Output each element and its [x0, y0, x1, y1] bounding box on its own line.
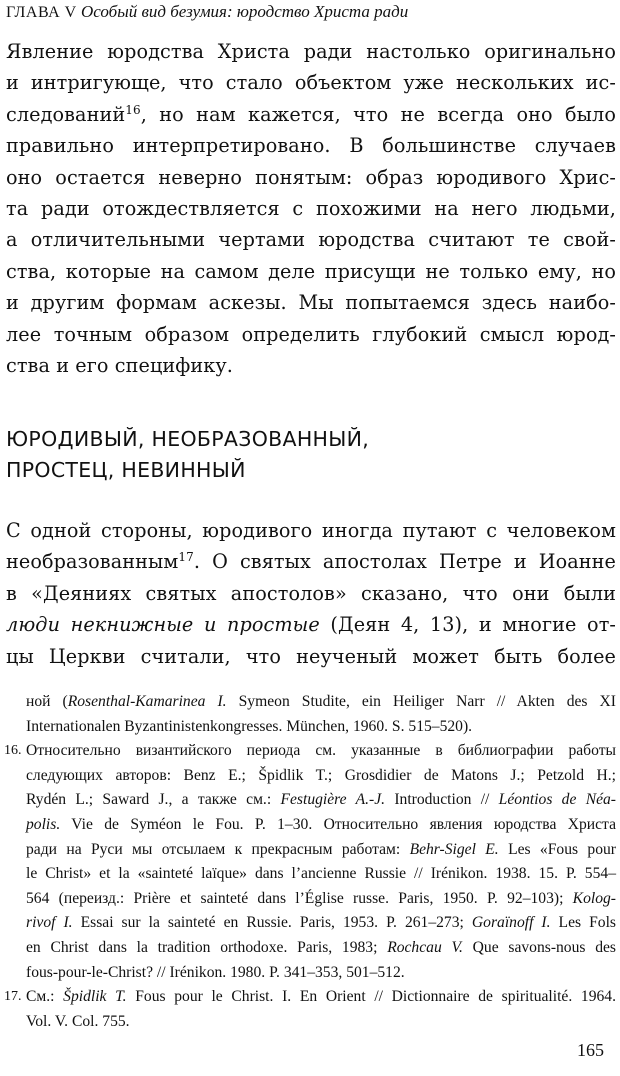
footnote-continuation: [4, 690, 616, 739]
footnote-line: Vol. V. Col. 755.: [26, 1012, 130, 1030]
text-line: ства, которые на самом деле присущи не только ему, но: [6, 259, 616, 283]
text-line: и другим формам аскезы. Мы попытаемся здесь наибо-: [6, 291, 616, 315]
footnote-17: [4, 985, 616, 1034]
text-line: правильно интерпретировано. В большинстве случаев: [6, 134, 616, 158]
footnote-line: Относительно византийского периода см. указанные в библиографии работы: [26, 742, 616, 760]
text-line: и интригующе, что стало объектом уже нескольких ис-: [6, 71, 616, 95]
footnote-line: ной (Rosenthal-Kamarinea I. Symeon Studite, ein Heiliger Narr // Akten des XI: [26, 693, 616, 710]
footnote-line: le Christ» et la «sainteté laïque» dans l’ancienne Russie // Irénikon. 1938. 15. P. 554–: [26, 865, 616, 883]
footnote-ref-16[interactable]: 16: [125, 102, 141, 117]
text-line: люди некнижные и простые (Деян 4, 13), и многие от-: [6, 613, 616, 637]
footnote-16: [4, 739, 616, 985]
text-line: С одной стороны, юродивого иногда путают с человеком: [6, 519, 616, 542]
footnote-line: Internationalen Byzantinistenkongresses. München, 1960. S. 515–520).: [26, 717, 473, 735]
text-line: цы Церкви считали, что неученый может быть более: [6, 644, 616, 668]
section-heading-line: ПРОСТЕЦ, НЕВИННЫЙ: [6, 458, 246, 482]
text-line: следований$^{16}$, но нам кажется, что не всегда оно было: [6, 102, 616, 126]
text-line: та ради отождествляется с похожими на него людьми,: [6, 197, 616, 221]
text-line: а отличительными чертами юродства считают те свой-: [6, 228, 616, 252]
paragraph-section: [6, 515, 616, 672]
footnote-line: следующих авторов: Benz E.; Špidlik T.; Grosdidier de Matons J.; Petzold H.;: [26, 766, 616, 784]
section-heading: [6, 424, 616, 486]
section-heading-line: ЮРОДИВЫЙ, НЕОБРАЗОВАННЫЙ,: [6, 427, 370, 451]
running-head: [6, 2, 616, 23]
footnote-line: Rydén L.; Saward J., а также см.: Festugière A.-J. Introduction // Léontios de Néa-: [26, 791, 617, 809]
text-line: лее точным образом определить глубокий смысл юрод-: [6, 322, 616, 346]
page-number: 165: [577, 1040, 604, 1060]
footnote-line: rivof I. Essai sur la sainteté en Russie. Paris, 1953. P. 261–273; Goraïnoff I. Les Fols: [26, 914, 616, 932]
paragraph-intro: [6, 36, 616, 381]
footnote-number: 16.: [4, 743, 22, 759]
text-line: необразованным$^{17}$. О святых апостолах Петре и Иоанне: [6, 550, 616, 574]
footnote-number: 17.: [4, 989, 22, 1005]
footnote-line: en Christ dans la tradition orthodoxe. Paris, 1983; Rochcau V. Que savons-nous des: [26, 938, 616, 956]
footnote-line: 564 (переизд.: Prière et sainteté dans l’Église russe. Paris, 1950. P. 92–103); Kolog-: [26, 889, 616, 907]
chapter-label: ГЛАВА V: [6, 4, 77, 21]
text-line: оно остается неверно понятым: образ юродивого Хрис-: [6, 165, 616, 189]
footnote-line: См.: Špidlik T. Fous pour le Christ. I. En Orient // Dictionnaire de spiritualité. 1964.: [26, 988, 616, 1006]
footnote-line: ради на Руси мы отсылаем к прекрасным работам: Behr-Sigel E. Les «Fous pour: [26, 840, 616, 858]
chapter-title: Особый вид безумия: юродство Христа ради: [80, 2, 409, 21]
text-line: в «Деяниях святых апостолов» сказано, что они были: [6, 581, 616, 605]
text-line: Явление юродства Христа ради настолько оригинально: [6, 40, 616, 63]
footnotes: [4, 690, 616, 1034]
footnote-ref-17[interactable]: 17: [178, 550, 194, 565]
footnote-line: fous-pour-le-Christ? // Irénikon. 1980. P. 341–353, 501–512.: [26, 963, 405, 981]
footnote-line: polis. Vie de Syméon le Fou. P. 1–30. Относительно явления юродства Христа: [26, 815, 616, 833]
text-line: ства и его специфику.: [6, 354, 233, 378]
